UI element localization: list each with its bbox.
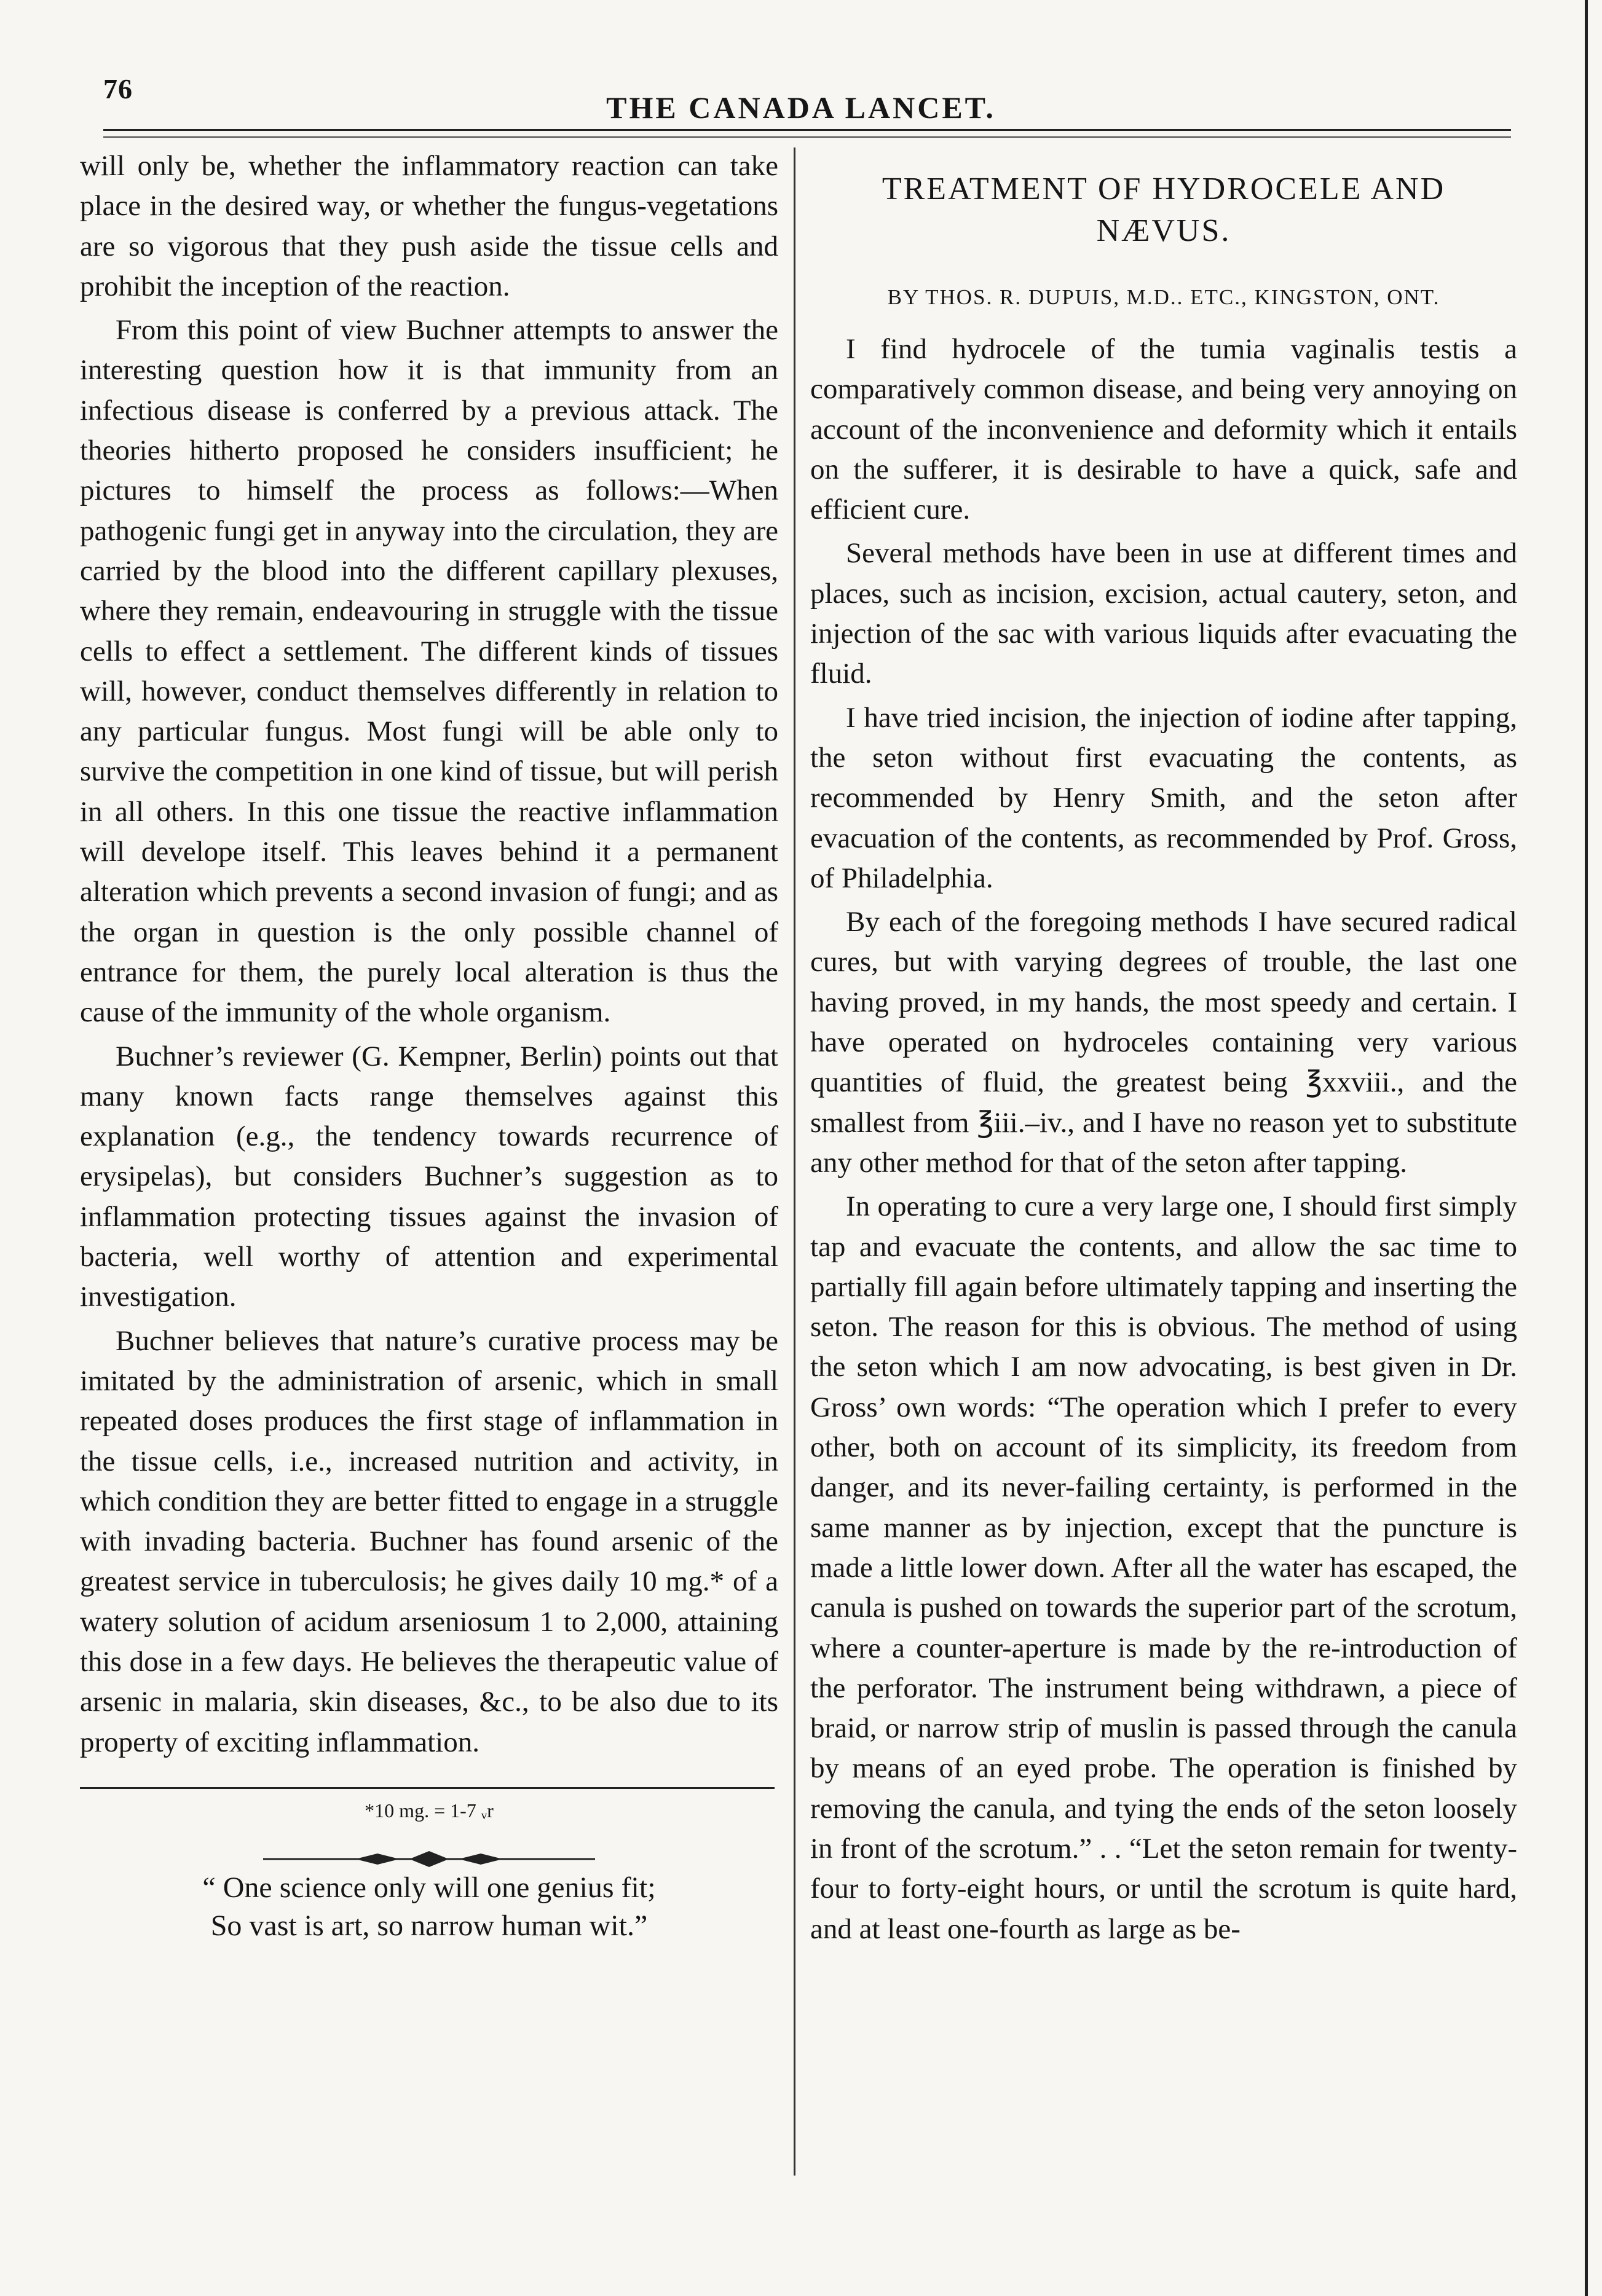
left-column bbox=[80, 146, 778, 1945]
header-rule-secondary bbox=[103, 136, 1511, 138]
paragraph: Buchner’s reviewer (G. Kempner, Berlin) points out that many known facts range themselves against this explanation (e.g., the tendency towards recurrence of erysipelas), but considers Buchner’s suggestion as to inflammation protecting tissues against the invasion of bacteria, well worthy of attention and experimental investigation. bbox=[80, 1040, 778, 1313]
article-title-line: NÆVUS. bbox=[1096, 213, 1231, 248]
paragraph: By each of the foregoing methods I have secured radical cures, but with varying degrees of trouble, the last one having proved, in my hands, the most speedy and certain. I have operated on hydroceles containing very various quantities of fluid, the greatest being ℥xxviii., and the smallest from ℥iii.–iv., and I have no reason yet to substitute any other method for that of the seton after tapping. bbox=[810, 906, 1517, 1179]
footnote: *10 mg. = 1-7 ᵥr bbox=[365, 1799, 494, 1822]
paragraph: From this point of view Buchner attempts to answer the interesting question how it is that immunity from an infectious disease is conferred by a previous attack. The theories hitherto proposed he considers insufficient; he pictures to himself the process as follows:—When pathogenic fungi get in anyway into the circulation, they are carried by the blood into the different capillary plexuses, where they remain, endeavouring in struggle with the tissue cells to effect a settlement. The different kinds of tissues will, however, conduct themselves differently in relation to any particular fungus. Most fungi will be able only to survive the competition in one kind of tissue, but will perish in all others. In this one tissue the reactive inflammation will develope itself. This leaves behind it a permanent alteration which prevents a second invasion of fungi; and as the organ in question is the only possible channel of entrance for them, the purely local alteration is thus the cause of the immunity of the whole organism. bbox=[80, 314, 778, 1029]
paragraph: will only be, whether the inflammatory reaction can take place in the desired way, or whether the fungus-vegetations are so vigorous that they push aside the tissue cells and prohibit the inception of the reaction. bbox=[80, 150, 778, 302]
page-edge-rule bbox=[1585, 0, 1588, 2296]
paragraph: Several methods have been in use at different times and places, such as incision, excision, actual cautery, seton, and injection of the sac with various liquids after evacuating the fluid. bbox=[810, 537, 1517, 690]
article-title-line: TREATMENT OF HYDROCELE AND bbox=[882, 171, 1446, 206]
paragraph: I have tried incision, the injection of iodine after tapping, the seton without first evacuating the contents, as recommended by Henry Smith, and the seton after evacuation of the contents, as recommended by Prof. Gross, of Philadelphia. bbox=[810, 701, 1517, 894]
article-title bbox=[810, 168, 1517, 252]
column-divider bbox=[794, 147, 795, 2176]
running-title: THE CANADA LANCET. bbox=[606, 90, 996, 125]
article-byline: BY THOS. R. DUPUIS, M.D.. ETC., KINGSTON, ONT. bbox=[887, 285, 1440, 309]
paragraph: Buchner believes that nature’s curative process may be imitated by the administration of arsenic, which in small repeated doses produces the first stage of inflammation in the tissue cells, i.e., increased nutrition and activity, in which condition they are better fitted to engage in a struggle with invading bacteria. Buchner has found arsenic of the greatest service in tuberculosis; he gives daily 10 mg.* of a watery solution of acidum arseniosum 1 to 2,000, attaining this dose in a few days. He believes the therapeutic value of arsenic in malaria, skin diseases, &c., to be also due to its property of exciting inflammation. bbox=[80, 1324, 778, 1758]
verse-line: So vast is art, so narrow human wit.” bbox=[210, 1909, 648, 1942]
paragraph: I find hydrocele of the tumia vaginalis testis a comparatively common disease, and being very annoying on account of the inconvenience and deformity which it entails on the sufferer, it is desirable to have a quick, safe and efficient cure. bbox=[810, 333, 1517, 526]
footnote-rule bbox=[80, 1787, 775, 1789]
closing-verse bbox=[80, 1869, 778, 1945]
right-column bbox=[810, 146, 1517, 1949]
page-number: 76 bbox=[103, 73, 133, 104]
verse-line: “ One science only will one genius fit; bbox=[202, 1871, 656, 1904]
paragraph: In operating to cure a very large one, I should first simply tap and evacuate the contents, and allow the sac time to partially fill again before ultimately tapping and inserting the seton. The reason for this is obvious. The method of using the seton which I am now advocating, is best given in Dr. Gross’ own words: “The operation which I prefer to every other, both on account of its simplicity, its freedom from danger, and its never-failing certainty, is performed in the same manner as by injection, except that the puncture is made a little lower down. After all the water has escaped, the canula is pushed on towards the superior part of the scrotum, where a counter-aperture is made by the re-introduction of the perforator. The instrument being withdrawn, a piece of braid, or narrow strip of muslin is passed through the canula by means of an eyed probe. The operation is finished by removing the canula, and tying the ends of the seton loosely in front of the scrotum.” . . “Let the seton remain for twenty-four to forty-eight hours, or until the scrotum is quite hard, and at least one-fourth as large as be- bbox=[810, 1190, 1517, 1945]
header-rule bbox=[103, 129, 1511, 131]
ornament-divider-icon bbox=[80, 1839, 778, 1858]
